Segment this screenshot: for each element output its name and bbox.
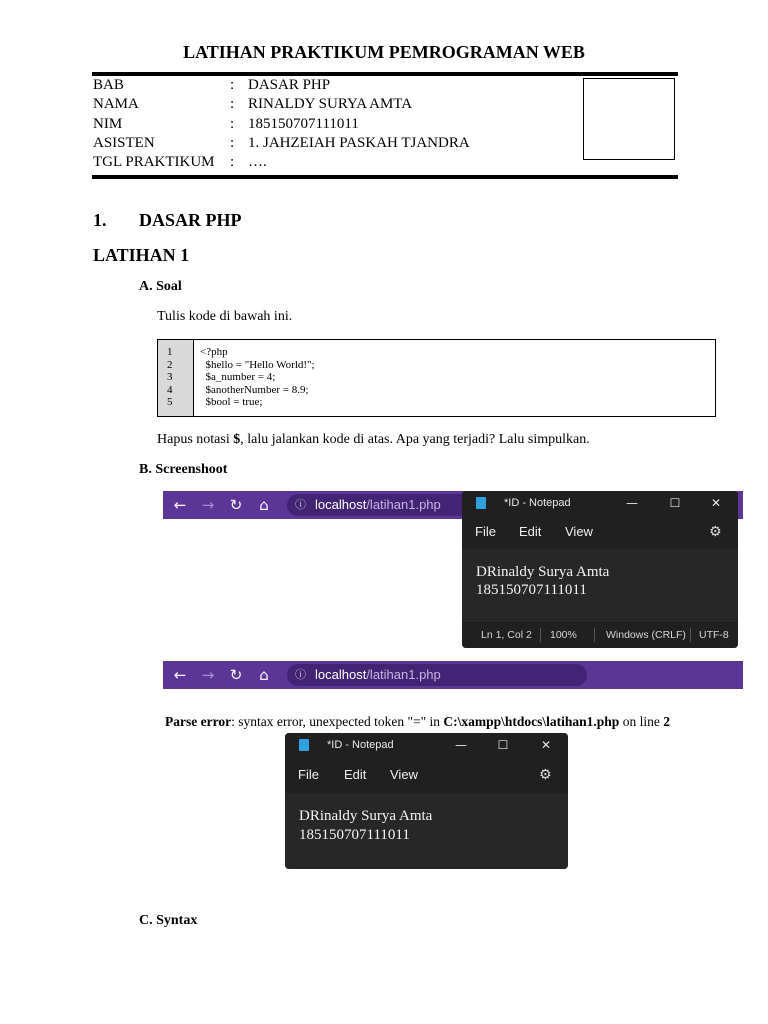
close-icon[interactable]: ✕ bbox=[540, 738, 552, 752]
settings-gear-icon[interactable]: ⚙ bbox=[709, 524, 722, 540]
notepad-title: *ID - Notepad bbox=[327, 739, 394, 751]
forward-icon[interactable]: → bbox=[201, 666, 215, 684]
home-icon[interactable]: ⌂ bbox=[259, 496, 269, 514]
url-text bbox=[315, 494, 441, 516]
url-path: /latihan1.php bbox=[366, 497, 441, 512]
notepad-app-icon bbox=[299, 739, 309, 751]
question-bold-symbol: $ bbox=[233, 432, 241, 447]
notepad-window bbox=[285, 733, 568, 869]
screenshot-heading: B. Screenshoot bbox=[139, 462, 228, 477]
maximize-icon[interactable]: ☐ bbox=[669, 496, 681, 510]
info-value: DASAR PHP bbox=[248, 77, 331, 93]
status-zoom: 100% bbox=[550, 629, 577, 641]
info-value: RINALDY SURYA AMTA bbox=[248, 96, 413, 112]
code-lines bbox=[200, 346, 315, 409]
header-bottom-rule bbox=[92, 175, 678, 179]
info-icon[interactable]: ⓘ bbox=[295, 668, 306, 681]
notepad-menubar bbox=[462, 515, 738, 549]
info-colon: : bbox=[230, 154, 235, 170]
info-label: NIM bbox=[93, 116, 123, 132]
section-number: 1. bbox=[93, 210, 107, 230]
parse-error-line: 2 bbox=[663, 714, 670, 729]
section-title: DASAR PHP bbox=[139, 210, 242, 230]
notepad-statusbar bbox=[462, 620, 738, 648]
reload-icon[interactable]: ↻ bbox=[229, 666, 243, 684]
info-colon: : bbox=[230, 77, 235, 93]
menu-edit[interactable]: Edit bbox=[344, 767, 367, 782]
code-line: <?php bbox=[200, 346, 228, 358]
parse-error-label: Parse error bbox=[165, 714, 232, 729]
menu-view[interactable]: View bbox=[390, 767, 418, 782]
reload-icon[interactable]: ↻ bbox=[229, 496, 243, 514]
line-number: 2 bbox=[167, 358, 173, 371]
question-text: Hapus notasi bbox=[157, 432, 234, 447]
notepad-text-line: DRinaldy Surya Amta bbox=[476, 564, 610, 580]
soal-instruction: Tulis kode di bawah ini. bbox=[157, 309, 293, 324]
soal-question bbox=[157, 432, 590, 448]
photo-box bbox=[583, 78, 675, 160]
minimize-icon[interactable]: — bbox=[626, 496, 638, 510]
url-host: localhost bbox=[315, 497, 367, 512]
syntax-heading: C. Syntax bbox=[139, 913, 198, 928]
line-number: 4 bbox=[167, 383, 173, 396]
menu-edit[interactable]: Edit bbox=[519, 524, 542, 539]
status-encoding: UTF-8 bbox=[699, 629, 729, 641]
url-text bbox=[315, 664, 441, 686]
info-label: BAB bbox=[93, 77, 124, 93]
url-host: localhost bbox=[315, 667, 367, 682]
notepad-title: *ID - Notepad bbox=[504, 497, 571, 509]
minimize-icon[interactable]: — bbox=[455, 738, 467, 752]
soal-heading: A. Soal bbox=[139, 279, 182, 294]
info-label: NAMA bbox=[93, 96, 139, 112]
maximize-icon[interactable]: ☐ bbox=[497, 738, 509, 752]
notepad-titlebar bbox=[285, 733, 568, 757]
settings-gear-icon[interactable]: ⚙ bbox=[539, 767, 552, 783]
status-separator bbox=[690, 628, 691, 642]
notepad-text-line: 185150707111011 bbox=[299, 827, 410, 843]
back-icon[interactable]: ← bbox=[173, 496, 187, 514]
code-block bbox=[157, 339, 716, 417]
info-value: 185150707111011 bbox=[248, 116, 359, 132]
info-label: TGL PRAKTIKUM bbox=[93, 154, 215, 170]
code-gutter bbox=[158, 340, 194, 416]
notepad-menubar bbox=[285, 757, 568, 793]
info-icon[interactable]: ⓘ bbox=[295, 498, 306, 511]
notepad-text-line: 185150707111011 bbox=[476, 582, 587, 598]
address-bar[interactable] bbox=[287, 664, 587, 686]
parse-error-text: on line bbox=[619, 714, 664, 729]
menu-file[interactable]: File bbox=[298, 767, 319, 782]
url-path: /latihan1.php bbox=[366, 667, 441, 682]
parse-error-text: : syntax error, unexpected token "=" in bbox=[231, 714, 444, 729]
home-icon[interactable]: ⌂ bbox=[259, 666, 269, 684]
document-title: LATIHAN PRAKTIKUM PEMROGRAMAN WEB bbox=[183, 42, 585, 62]
menu-view[interactable]: View bbox=[565, 524, 593, 539]
question-text: , lalu jalankan kode di atas. Apa yang terjadi? Lalu simpulkan. bbox=[240, 432, 590, 447]
notepad-titlebar bbox=[462, 491, 738, 515]
info-colon: : bbox=[230, 116, 235, 132]
header-top-rule bbox=[92, 72, 678, 76]
info-label: ASISTEN bbox=[93, 135, 155, 151]
info-colon: : bbox=[230, 135, 235, 151]
notepad-text-line: DRinaldy Surya Amta bbox=[299, 808, 433, 824]
code-line: $bool = true; bbox=[200, 396, 263, 408]
notepad-text-area[interactable] bbox=[285, 793, 568, 869]
line-number: 1 bbox=[167, 346, 173, 358]
parse-error-path: C:\xampp\htdocs\latihan1.php bbox=[443, 714, 620, 729]
status-line-ending: Windows (CRLF) bbox=[606, 629, 686, 641]
line-number: 5 bbox=[167, 396, 173, 408]
status-position: Ln 1, Col 2 bbox=[481, 629, 532, 641]
notepad-window bbox=[462, 491, 738, 648]
exercise-title: LATIHAN 1 bbox=[93, 245, 190, 265]
line-number: 3 bbox=[167, 371, 173, 383]
status-separator bbox=[540, 628, 541, 642]
forward-icon[interactable]: → bbox=[201, 496, 215, 514]
notepad-app-icon bbox=[476, 497, 486, 509]
status-separator bbox=[594, 628, 595, 642]
code-line: $anotherNumber = 8.9; bbox=[200, 383, 309, 396]
code-line: $hello = "Hello World!"; bbox=[200, 358, 315, 371]
notepad-text-area[interactable] bbox=[462, 549, 738, 619]
back-icon[interactable]: ← bbox=[173, 666, 187, 684]
parse-error-message bbox=[165, 714, 670, 730]
code-line: $a_number = 4; bbox=[200, 371, 276, 383]
info-value: 1. JAHZEIAH PASKAH TJANDRA bbox=[248, 135, 470, 151]
browser-toolbar bbox=[163, 661, 743, 689]
info-colon: : bbox=[230, 96, 235, 112]
menu-file[interactable]: File bbox=[475, 524, 496, 539]
close-icon[interactable]: ✕ bbox=[710, 496, 722, 510]
info-value: …. bbox=[248, 154, 267, 170]
